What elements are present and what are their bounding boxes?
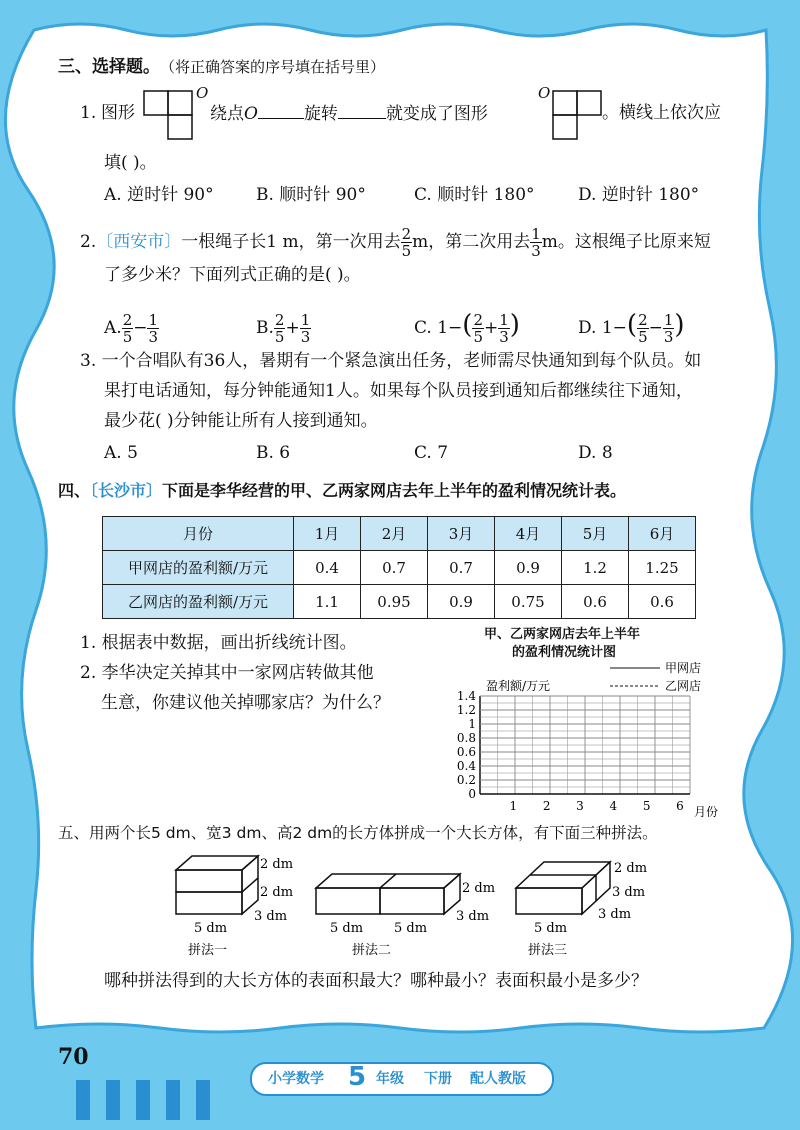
- q1-fill: 填( )。: [104, 153, 157, 173]
- table-cell: 0.6: [562, 585, 629, 619]
- y-tick-label: 1.4: [456, 689, 476, 703]
- y-tick-label: 1: [468, 717, 476, 731]
- y-tick-label: 0.8: [456, 731, 476, 745]
- x-tick-label: 6: [676, 799, 684, 813]
- q2-option-d[interactable]: D. 1−( $\frac{2}{5}$ − $\frac{1}{3}$ ): [578, 310, 685, 346]
- x-tick-label: 2: [542, 799, 551, 813]
- section5-title: 五、用两个长5 dm、宽3 dm、高2 dm的长方体拼成一个大长方体，有下面三种拼法。: [58, 824, 658, 842]
- m2-dim-depth: 3 dm: [456, 909, 490, 924]
- x-tick-label: 1: [509, 799, 518, 813]
- q1-text-end: 。横线上依次应: [602, 103, 721, 123]
- q1-option-a[interactable]: A. 逆时针 90°: [104, 185, 214, 205]
- table-header-cell: 月份: [103, 517, 294, 551]
- footer-banner: [250, 1062, 554, 1096]
- q3-option-a[interactable]: A. 5: [104, 443, 138, 463]
- m3-dim-height: 2 dm: [614, 861, 648, 876]
- legend-label-b: 乙网店: [665, 679, 702, 693]
- m3-dim-depth-1: 3 dm: [612, 885, 646, 900]
- x-tick-label: 4: [609, 799, 618, 813]
- section4-q1: 1. 根据表中数据，画出折线统计图。: [80, 633, 357, 653]
- y-tick-label: 0.2: [456, 773, 476, 787]
- section5-question: 哪种拼法得到的大长方体的表面积最大？哪种最小？表面积最小是多少？: [104, 971, 648, 991]
- table-header-cell: 4月: [495, 517, 562, 551]
- method3-label: 拼法三: [528, 943, 568, 958]
- chart-xlabel: 月份: [694, 805, 719, 819]
- page-number: 70: [58, 1044, 89, 1070]
- point-o-label: O: [196, 84, 209, 102]
- table-header-cell: 2月: [361, 517, 428, 551]
- method1-label: 拼法一: [188, 943, 228, 958]
- table-cell: 0.7: [428, 551, 495, 585]
- y-tick-label: 1.2: [456, 703, 476, 717]
- blank-2[interactable]: [338, 102, 386, 119]
- legend-label-a: 甲网店: [665, 661, 702, 675]
- footer-grade: 年级: [376, 1071, 404, 1087]
- y-tick-label: 0: [468, 787, 476, 801]
- section4-region-tag: 〔长沙市〕: [90, 481, 163, 500]
- section3-hint: （将正确答案的序号填在括号里）: [160, 58, 386, 76]
- footer-edition: 配人教版: [470, 1071, 526, 1087]
- q2-line1: 2.〔西安市〕一根绳子长1 m，第一次用去 $\frac{2}{5}$ m，第二次用去 $\frac{1}{3}$ m。这根绳子比原来短: [80, 225, 711, 260]
- line-chart: [440, 656, 740, 826]
- m2-dim-length-1: 5 dm: [330, 921, 364, 936]
- cuboid-method1: [176, 856, 258, 914]
- point-o-label-2: O: [538, 84, 551, 102]
- table-row: [103, 551, 696, 585]
- footer-grade-number: 5: [348, 1062, 367, 1092]
- table-cell: 0.7: [361, 551, 428, 585]
- table-cell: 1.2: [562, 551, 629, 585]
- table-cell: 0.95: [361, 585, 428, 619]
- q3-line3: 最少花( )分钟能让所有人接到通知。: [104, 411, 378, 431]
- table-header-cell: 5月: [562, 517, 629, 551]
- cuboid-method2: [316, 874, 460, 914]
- q1-option-c[interactable]: C. 顺时针 180°: [414, 185, 535, 205]
- table-cell: 1.1: [294, 585, 361, 619]
- section4-title: 四、〔长沙市〕下面是李华经营的甲、乙两家网店去年上半年的盈利情况统计表。: [58, 481, 627, 500]
- table-header-cell: 1月: [294, 517, 361, 551]
- m1-dim-mid: 2 dm: [260, 885, 294, 900]
- chart-title-line1: 甲、乙两家网店去年上半年: [484, 627, 641, 642]
- q3-line1: 3. 一个合唱队有36人，暑期有一个紧急演出任务，老师需尽快通知到每个队员。如: [80, 351, 702, 371]
- table-header-cell: 3月: [428, 517, 495, 551]
- q2-region-tag: 〔西安市〕: [96, 232, 182, 252]
- table-cell: 0.9: [495, 551, 562, 585]
- q1-option-d[interactable]: D. 逆时针 180°: [578, 185, 700, 205]
- profit-table: [102, 516, 696, 619]
- y-tick-label: 0.4: [456, 759, 476, 773]
- q3-option-b[interactable]: B. 6: [256, 443, 291, 463]
- q1-text-around: 绕点O 旋转 就变成了图形: [210, 104, 488, 124]
- table-cell: 1.25: [629, 551, 696, 585]
- cuboid-diagrams: [170, 848, 690, 958]
- q1-text-figure: 图形: [101, 103, 135, 123]
- table-header-row: [103, 517, 696, 551]
- q2-option-c[interactable]: C. 1−( $\frac{2}{5}$ + $\frac{1}{3}$ ): [414, 310, 520, 346]
- cuboid-method3: [516, 862, 610, 914]
- q2-option-a[interactable]: A. $\frac{2}{5}$ − $\frac{1}{3}$: [104, 311, 159, 346]
- chart-ylabel: 盈利额/万元: [486, 679, 551, 693]
- m2-dim-height: 2 dm: [462, 881, 496, 896]
- x-tick-label: 3: [576, 799, 584, 813]
- table-row-header: 甲网店的盈利额/万元: [103, 551, 294, 585]
- x-tick-label: 5: [642, 799, 651, 813]
- m3-dim-length: 5 dm: [534, 921, 568, 936]
- section4-q2-line2: 生意，你建议他关掉哪家店？为什么？: [101, 693, 390, 713]
- method2-label: 拼法二: [352, 943, 392, 958]
- figure-before: [143, 88, 199, 144]
- q3-option-d[interactable]: D. 8: [578, 443, 613, 463]
- q1-option-b[interactable]: B. 顺时针 90°: [256, 185, 366, 205]
- footer-term: 下册: [424, 1071, 452, 1087]
- section4-q2-line1: 2. 李华决定关掉其中一家网店转做其他: [80, 663, 374, 683]
- m3-dim-depth-2: 3 dm: [598, 907, 632, 922]
- chart-title-line2: 的盈利情况统计图: [512, 645, 617, 660]
- m1-dim-length: 5 dm: [194, 921, 228, 936]
- table-header-cell: 6月: [629, 517, 696, 551]
- table-row: [103, 585, 696, 619]
- y-tick-label: 0.6: [456, 745, 476, 759]
- q3-line2: 果打电话通知，每分钟能通知1人。如果每个队员接到通知后都继续往下通知，: [104, 381, 693, 401]
- m1-dim-depth: 3 dm: [254, 909, 288, 924]
- m1-dim-top: 2 dm: [260, 857, 294, 872]
- m2-dim-length-2: 5 dm: [394, 921, 428, 936]
- table-cell: 0.75: [495, 585, 562, 619]
- q1-number: 1.: [80, 103, 97, 123]
- q2-option-b[interactable]: B. $\frac{2}{5}$ + $\frac{1}{3}$: [256, 311, 311, 346]
- table-cell: 0.6: [629, 585, 696, 619]
- blank-1[interactable]: [258, 102, 304, 119]
- q3-option-c[interactable]: C. 7: [414, 443, 449, 463]
- footer-subject: 小学数学: [268, 1071, 324, 1087]
- table-row-header: 乙网店的盈利额/万元: [103, 585, 294, 619]
- section3-title: 三、选择题。: [58, 57, 160, 77]
- table-cell: 0.4: [294, 551, 361, 585]
- figure-after: [552, 88, 608, 144]
- q2-line2: 了多少米？下面列式正确的是( )。: [104, 265, 361, 285]
- table-cell: 0.9: [428, 585, 495, 619]
